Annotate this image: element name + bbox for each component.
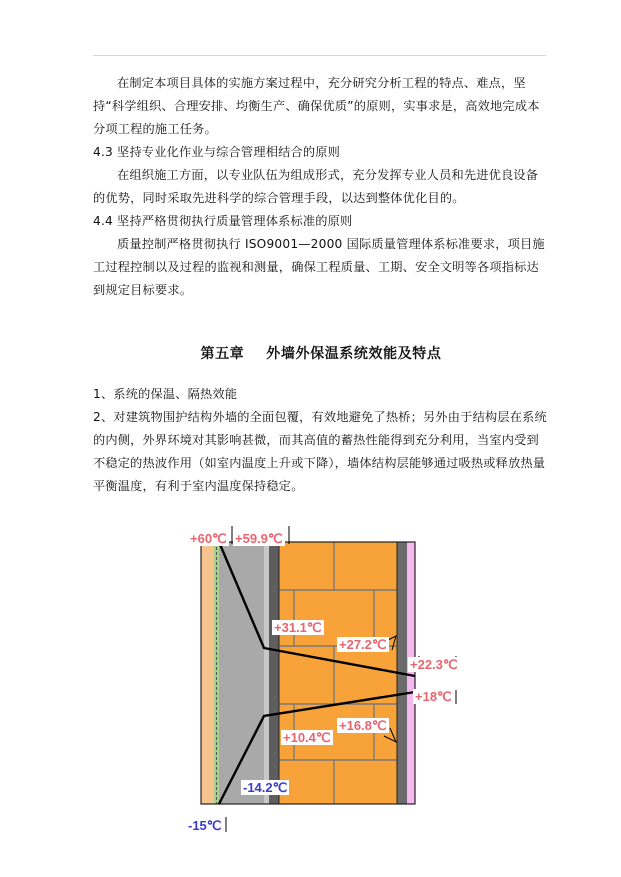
brick-wall (279, 542, 397, 804)
temp-label-insulation-inner-summer: +31.1℃ (274, 620, 322, 635)
heading-4-4: 4.4 坚持严格贯彻执行质量管理体系标准的原则 (93, 214, 353, 228)
insulation-layer (219, 542, 264, 804)
body-text-block (93, 72, 549, 302)
temp-label-indoor-summer: +22.3℃ (410, 657, 458, 672)
wall-section-svg (186, 522, 476, 837)
header-rule (93, 55, 546, 56)
outer-render-layer (201, 542, 214, 804)
heading-4-3: 4.3 坚持专业化作业与综合管理相结合的原则 (93, 145, 341, 159)
temp-label-outdoor-winter: -15℃ (188, 818, 222, 833)
paragraph-quality-control: 质量控制严格贯彻执行 ISO9001—2000 国际质量管理体系标准要求，项目施工过程控制以及过程的监视和测量，确保工程质量、工期、安全文明等各项指标达到规定目标要求。 (93, 237, 545, 297)
paragraph-construction-plan: 在制定本项目具体的实施方案过程中，充分研究分析工程的特点、难点，坚持“科学组织、合理安排、均衡生产、确保优质”的原则，实事求是，高效地完成本分项工程的施工任务。 (93, 76, 540, 136)
section-item-2: 2、对建筑物围护结构外墙的全面包覆，有效地避免了热桥；另外由于结构层在系统的内侧，外界环境对其影响甚微，而其高值的蓄热性能得到充分利用，当室内受到不稳定的热波作用（如室内温度上升或下降），墙体结构层能够通过吸热或释放热量平衡温度，有利于室内温度保持稳定。 (93, 410, 547, 493)
temp-label-render-inner: +59.9℃ (235, 531, 283, 546)
temp-label-brick-mid-winter: +16.8℃ (339, 718, 387, 733)
temp-label-render-inner-winter: -14.2℃ (243, 780, 288, 795)
temp-label-indoor-winter: +18℃ (415, 689, 452, 704)
paragraph-specialized-teams: 在组织施工方面，以专业队伍为组成形式，充分发挥专业人员和先进优良设备的优势，同时采取先进科学的综合管理手段，以达到整体优化目的。 (93, 168, 539, 205)
bond-layer (269, 542, 279, 804)
temp-label-brick-mid-summer: +27.2℃ (339, 637, 387, 652)
chapter-title: 外墙外保温系统效能及特点 (266, 346, 442, 362)
wall-temperature-diagram (186, 522, 476, 837)
chapter-heading (93, 343, 549, 363)
temp-label-outer-surface: +60℃ (190, 531, 227, 546)
adhesive-layer (264, 542, 269, 804)
section-text-block (93, 383, 549, 498)
inner-plaster-layer (407, 542, 415, 804)
temp-label-insulation-inner-winter: +10.4℃ (283, 730, 331, 745)
section-item-1: 1、系统的保温、隔热效能 (93, 387, 238, 401)
chapter-number: 第五章 (200, 346, 245, 362)
